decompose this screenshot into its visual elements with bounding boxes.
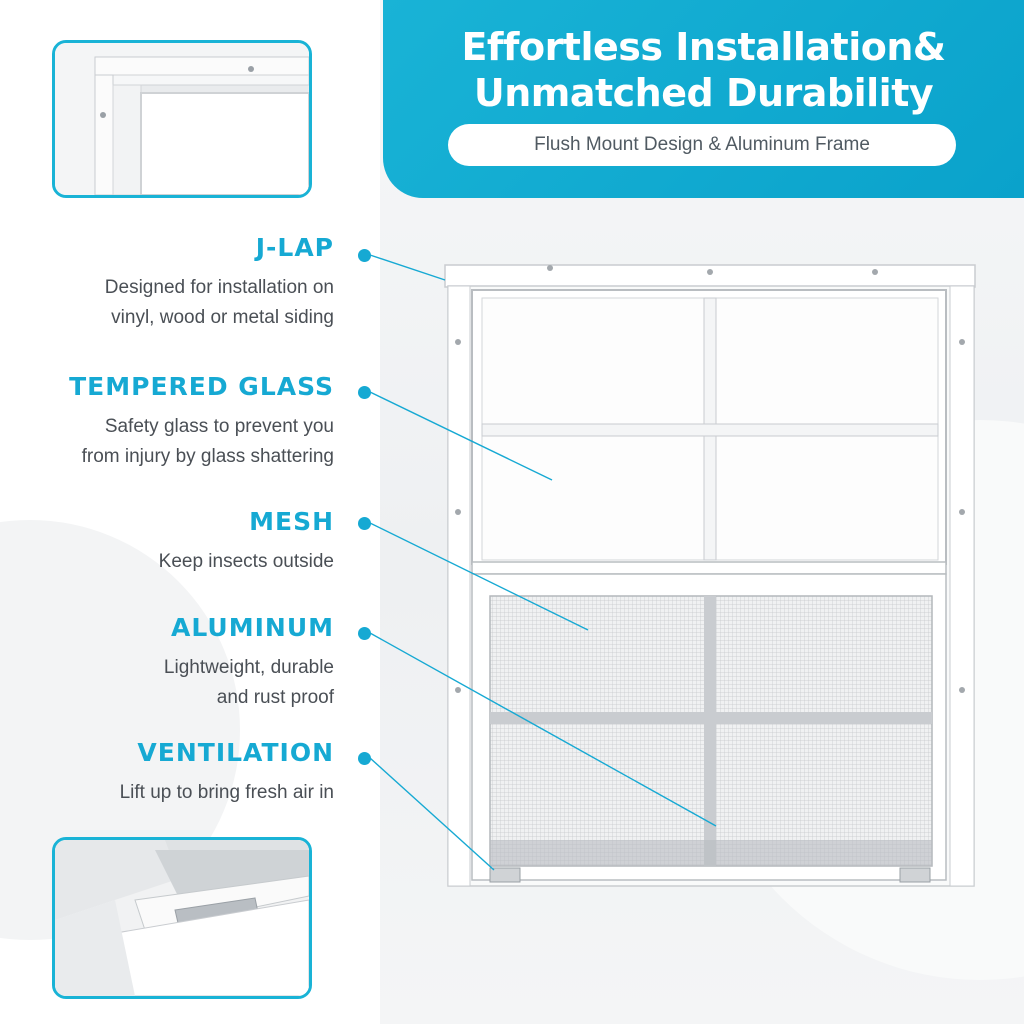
leader-line-mesh (370, 523, 588, 630)
feature-title: MESH (249, 507, 334, 536)
feature-title: VENTILATION (137, 738, 334, 767)
feature-desc-line: Lightweight, durable (163, 657, 334, 678)
feature-desc-line: Safety glass to prevent you (104, 416, 334, 437)
headline-line-2: Unmatched Durability (473, 71, 934, 115)
callout-dot-ventilation (358, 752, 371, 765)
feature-title: J-LAP (255, 233, 334, 262)
callout-dot-tempered-glass (358, 386, 371, 399)
feature-desc-line: vinyl, wood or metal siding (111, 307, 334, 328)
headline-line-1: Effortless Installation& (461, 25, 946, 69)
callout-dot-mesh (358, 517, 371, 530)
feature-desc-line: and rust proof (216, 687, 334, 708)
leader-line-tempered-glass (370, 392, 552, 480)
feature-desc-line: Lift up to bring fresh air in (119, 782, 334, 803)
leader-line-jlap (370, 255, 445, 280)
feature-desc-line: Designed for installation on (104, 277, 334, 298)
feature-desc-line: Keep insects outside (158, 551, 334, 572)
leader-line-ventilation (370, 758, 494, 870)
feature-title: TEMPERED GLASS (69, 372, 334, 401)
leader-line-aluminum (370, 633, 716, 826)
callout-dot-aluminum (358, 627, 371, 640)
feature-title: ALUMINUM (171, 613, 334, 642)
subtitle-text: Flush Mount Design & Aluminum Frame (534, 134, 870, 155)
feature-desc-line: from injury by glass shattering (81, 446, 334, 467)
callout-dot-jlap (358, 249, 371, 262)
